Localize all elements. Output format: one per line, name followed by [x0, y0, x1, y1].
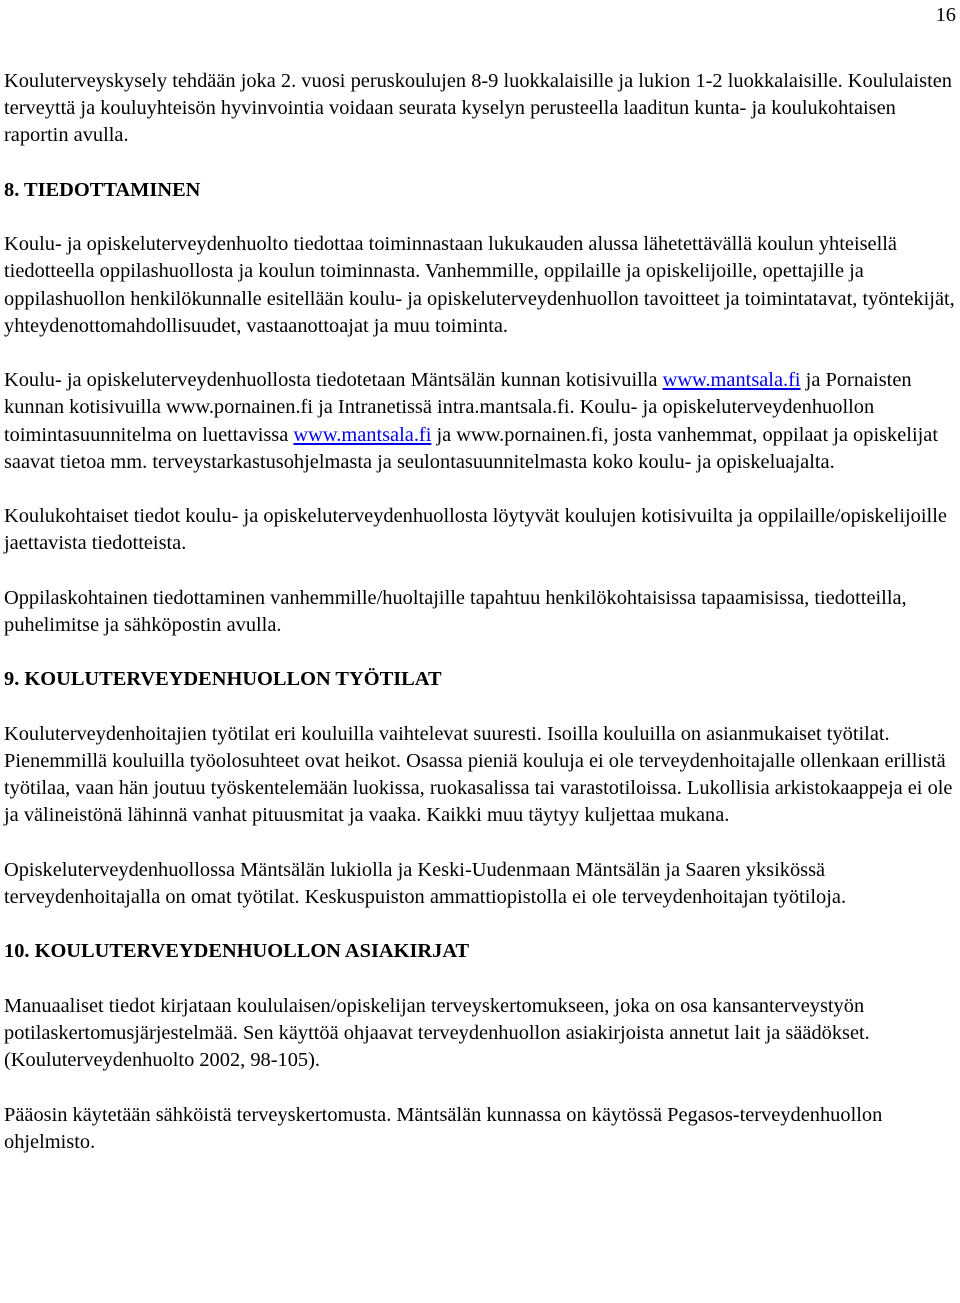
section-10-heading: 10. KOULUTERVEYDENHUOLLON ASIAKIRJAT: [4, 940, 470, 963]
mantsala-link-1[interactable]: www.mantsala.fi: [662, 369, 801, 392]
section-9-heading: 9. KOULUTERVEYDENHUOLLON TYÖTILAT: [4, 668, 442, 691]
intro-paragraph: Kouluterveyskysely tehdään joka 2. vuosi peruskoulujen 8-9 luokkalaisille ja lukion 1-2 luokkalaisille. Koululaisten terveyttä ja kouluyhteisön hyvinvointia voidaan seurata kyselyn perusteella laaditun kunta- ja koulukohtaisen raportin avulla.: [4, 70, 952, 147]
section-8-paragraph-2-text-c: ja www.pornainen.fi, josta vanhemmat, oppilaat ja opiskelijat saavat tietoa mm. terveystarkastusohjelmasta ja seulontasuunnitelmasta koko koulu- ja opiskeluajalta.: [4, 423, 938, 473]
section-8-paragraph-3: Koulukohtaiset tiedot koulu- ja opiskeluterveydenhuollosta löytyvät koulujen kotisivuilta ja oppilaille/opiskelijoille jaettavista tiedotteista.: [4, 505, 947, 555]
mantsala-link-2[interactable]: www.mantsala.fi: [293, 423, 432, 446]
section-10-paragraph-1: Manuaaliset tiedot kirjataan koululaisen/opiskelijan terveyskertomukseen, joka on osa kansanterveystyön potilaskertomusjärjestelmää. Sen käyttöä ohjaavat terveydenhuollon asiakirjoista annetut lait ja säädökset. (Kouluterveydenhuolto 2002, 98-105).: [4, 994, 870, 1072]
document-body: [4, 68, 960, 1183]
section-8-paragraph-1: Koulu- ja opiskeluterveydenhuolto tiedottaa toiminnastaan lukukauden alussa lähetettävällä koulun yhteisellä tiedotteella oppilashuollosta ja koulun toiminnasta. Vanhemmille, oppilaille ja opiskelijoille, opettajille ja oppilashuollon henkilökunnalle esitellään koulu- ja opiskeluterveydenhuollon tavoitteet ja toimintatavat, työntekijät, yhteydenottomahdollisuudet, vastaanottoajat ja muu toiminta.: [4, 233, 955, 337]
section-10-paragraph-2: Pääosin käytetään sähköistä terveyskertomusta. Mäntsälän kunnassa on käytössä Pegasos-terveydenhuollon ohjelmisto.: [4, 1103, 883, 1153]
section-8-paragraph-2: [4, 367, 960, 476]
section-9-paragraph-1: Kouluterveydenhoitajien työtilat eri kouluilla vaihtelevat suuresti. Isoilla kouluilla on asianmukaiset työtilat. Pienemmillä kouluilla työolosuhteet ovat heikot. Osassa pieniä kouluja ei ole terveydenhoitajalle ollenkaan erillistä työtilaa, vaan hän joutuu työskentelemään luokissa, ruokasalissa tai varastotiloissa. Lukollisia arkistokaappeja ei ole ja välineistönä lähinnä vanhat pituusmitat ja vaaka. Kaikki muu täytyy kuljettaa mukana.: [4, 722, 953, 827]
section-8-paragraph-2-text-a: Koulu- ja opiskeluterveydenhuollosta tiedotetaan Mäntsälän kunnan kotisivuilla: [4, 369, 663, 392]
section-8-paragraph-2-text-b: ja Pornaisten kunnan kotisivuilla www.pornainen.fi ja Intranetissä intra.mantsala.fi. Koulu- ja opiskeluterveydenhuollon toimintasuunnitelma on luettavissa: [4, 369, 912, 446]
section-9-paragraph-2: Opiskeluterveydenhuollossa Mäntsälän lukiolla ja Keski-Uudenmaan Mäntsälän ja Saaren yksikössä terveydenhoitajalla on omat työtilat. Keskuspuiston ammattiopistolla ei ole terveydenhoitajan työtiloja.: [4, 858, 847, 908]
section-8-heading: 8. TIEDOTTAMINEN: [4, 178, 201, 201]
section-8-paragraph-4: Oppilaskohtainen tiedottaminen vanhemmille/huoltajille tapahtuu henkilökohtaisissa tapaamisissa, tiedotteilla, puhelimitse ja sähköpostin avulla.: [4, 586, 907, 636]
page-number: 16: [935, 4, 956, 26]
